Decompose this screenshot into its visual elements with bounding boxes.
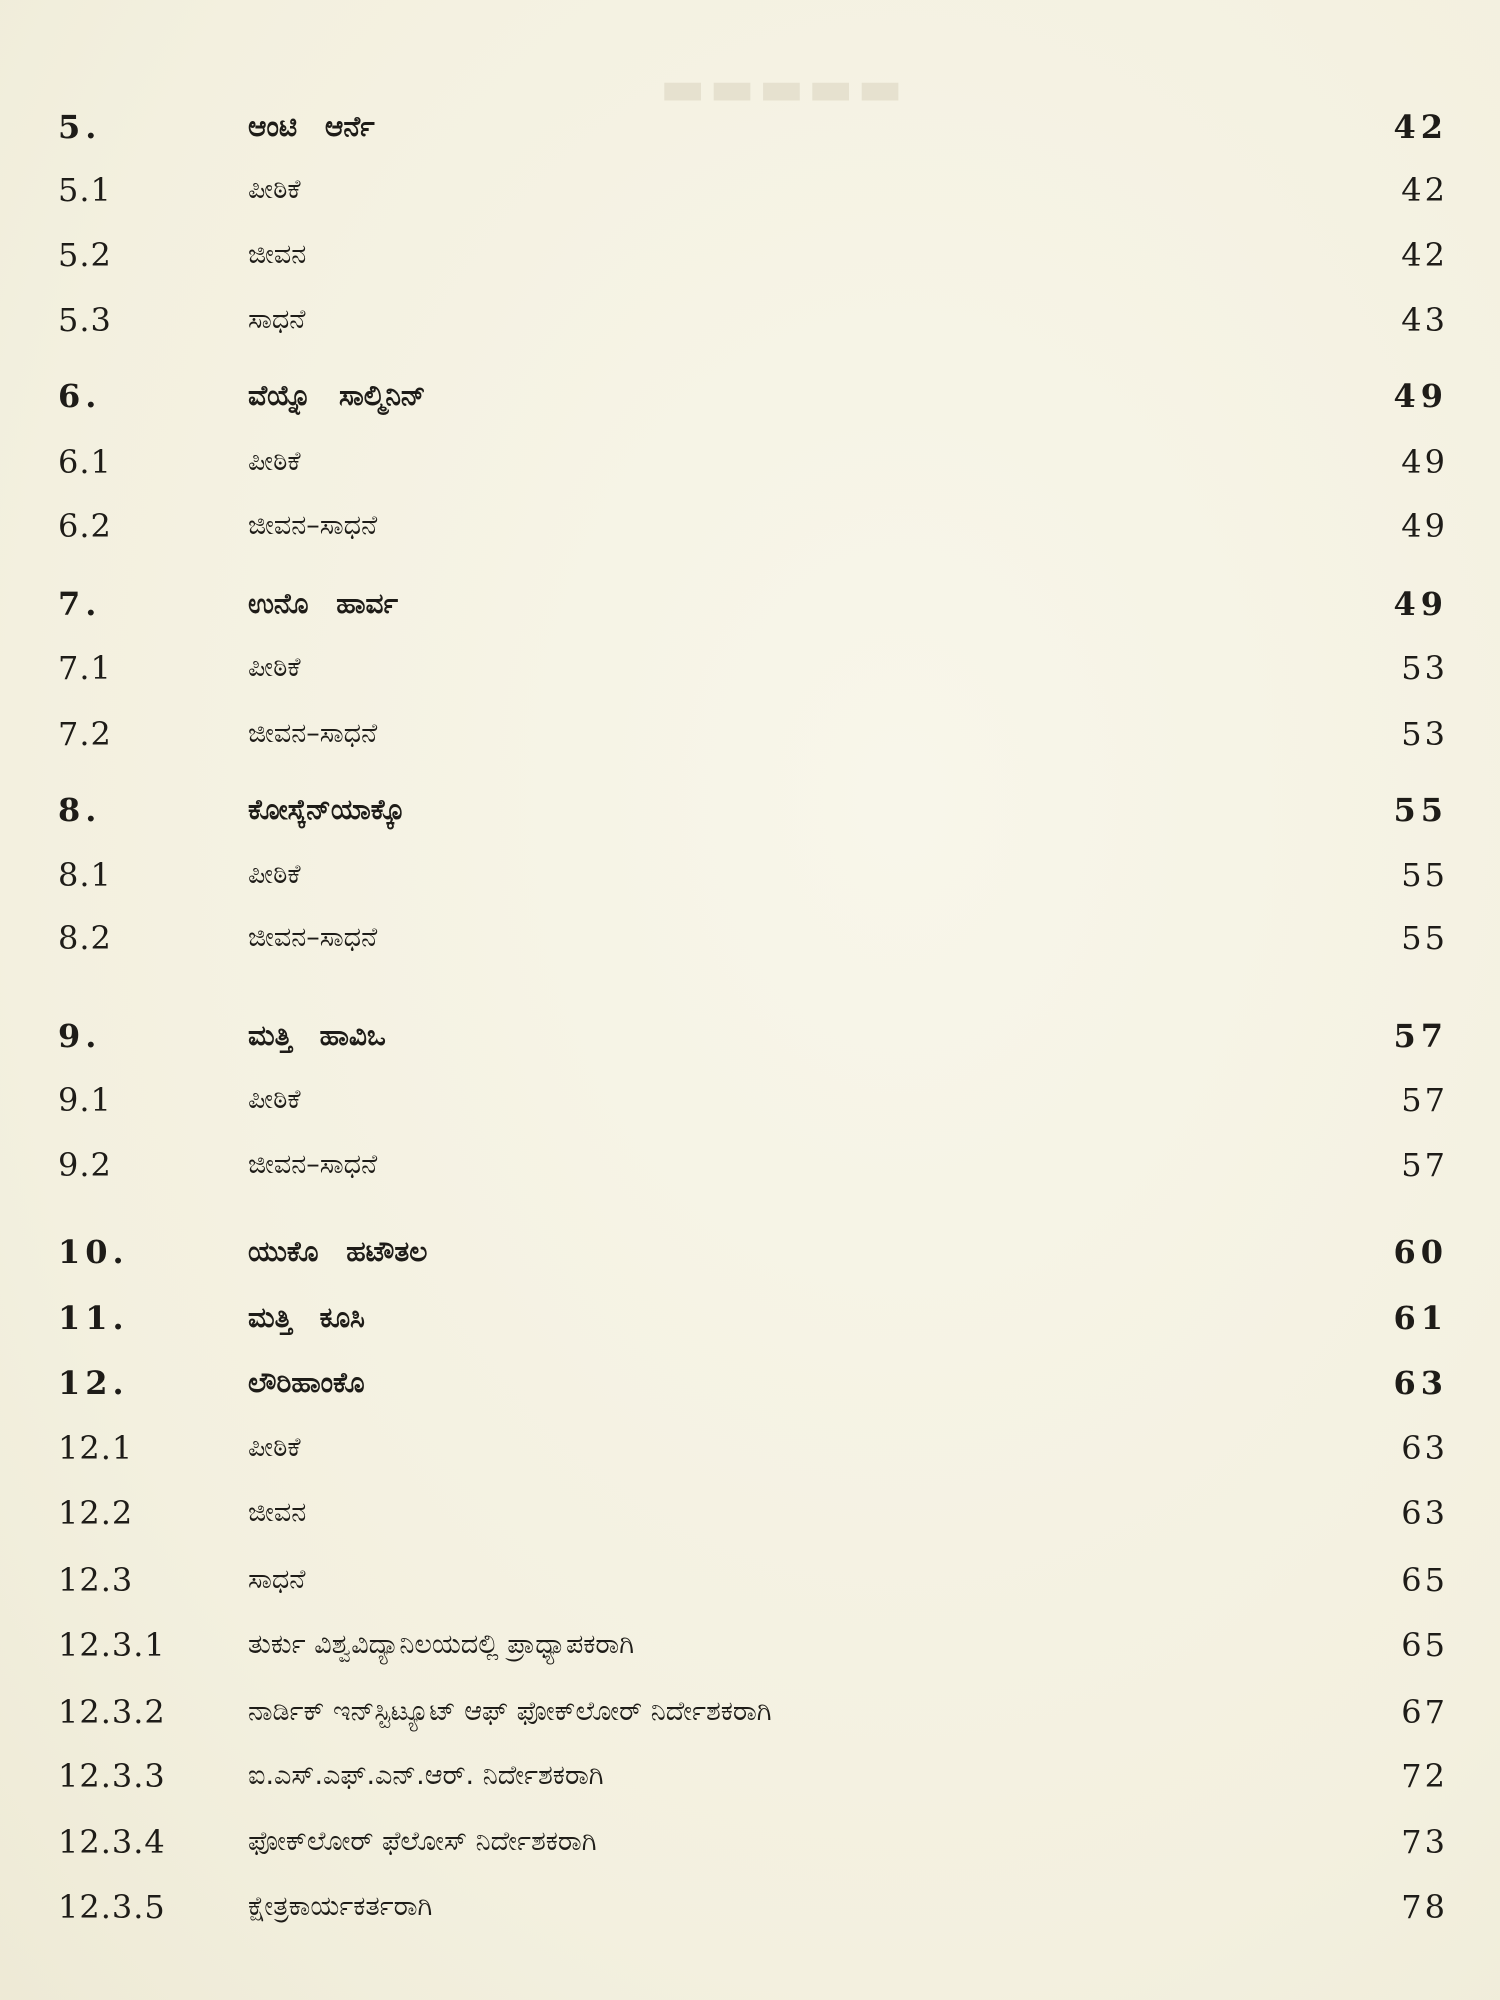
- toc-entry-title: ಪೀಠಿಕೆ: [248, 859, 301, 890]
- toc-entry-page: 53: [1401, 715, 1448, 753]
- toc-chapter-row: [0, 1006, 1500, 1066]
- toc-entry-page: 55: [1393, 791, 1448, 829]
- toc-chapter-row: [0, 1353, 1500, 1413]
- toc-chapter-row: [0, 1288, 1500, 1348]
- toc-entry-title: ಜೀವನ–ಸಾಧನೆ: [248, 718, 378, 749]
- toc-entry-number: 10.: [58, 1233, 129, 1271]
- toc-section-row: [0, 1418, 1500, 1478]
- toc-entry-number: 7.: [58, 585, 102, 623]
- toc-entry-title: ಜೀವನ–ಸಾಧನೆ: [248, 922, 378, 953]
- toc-entry-number: 6.: [58, 377, 102, 415]
- toc-entry-title: ಪೀಠಿಕೆ: [248, 1084, 301, 1115]
- toc-entry-title: ಉನೊ ಹಾರ್ವ: [248, 587, 398, 620]
- toc-entry-title: ಜೀವನ–ಸಾಧನೆ: [248, 510, 378, 541]
- toc-entry-number: 12.3: [58, 1561, 134, 1599]
- toc-entry-title: ಜೀವನ: [248, 1497, 307, 1528]
- toc-entry-title: ಫೋಕ್‌ಲೋರ್ ಫೆಲೋಸ್ ನಿರ್ದೇಶಕರಾಗಿ: [248, 1826, 597, 1857]
- toc-entry-title: ಜೀವನ–ಸಾಧನೆ: [248, 1149, 378, 1180]
- toc-entry-title: ನಾರ್ಡಿಕ್ ಇನ್‌ಸ್ಟಿಟ್ಯೂಟ್ ಆಫ್ ಫೋಕ್‌ಲೋರ್ ನಿರ್ದೇಶಕರಾಗಿ: [248, 1696, 772, 1727]
- toc-section-row: [0, 496, 1500, 556]
- toc-entry-page: 63: [1393, 1364, 1448, 1402]
- toc-entry-page: 63: [1401, 1494, 1448, 1532]
- toc-chapter-row: [0, 97, 1500, 157]
- toc-section-row: [0, 1070, 1500, 1130]
- toc-entry-page: 53: [1401, 649, 1448, 687]
- toc-entry-title: ಐ.ಎಸ್.ಎಫ್.ಎನ್.ಆರ್. ನಿರ್ದೇಶಕರಾಗಿ: [248, 1760, 604, 1791]
- toc-entry-title: ಸಾಧನೆ: [248, 1564, 306, 1595]
- toc-section-row: [0, 638, 1500, 698]
- toc-section-row: [0, 1483, 1500, 1543]
- toc-entry-number: 6.2: [58, 507, 112, 545]
- toc-section-row: [0, 432, 1500, 492]
- toc-entry-number: 11.: [58, 1299, 129, 1337]
- toc-entry-page: 57: [1401, 1146, 1448, 1184]
- toc-entry-page: 78: [1401, 1888, 1448, 1926]
- toc-entry-title: ಪೀಠಿಕೆ: [248, 174, 301, 205]
- toc-chapter-row: [0, 574, 1500, 634]
- toc-entry-number: 6.1: [58, 443, 112, 481]
- toc-entry-page: 72: [1401, 1757, 1448, 1795]
- toc-section-row: [0, 290, 1500, 350]
- bleed-through-heading: ▬▬▬▬▬: [660, 60, 907, 116]
- toc-chapter-row: [0, 780, 1500, 840]
- toc-entry-page: 42: [1401, 236, 1448, 274]
- toc-entry-title: ಮತ್ತಿ ಹಾವಿಒ: [248, 1019, 386, 1052]
- toc-entry-number: 5.2: [58, 236, 112, 274]
- toc-entry-title: ಆಂಟಿ ಆರ್ನೆ: [248, 110, 375, 143]
- toc-entry-number: 12.3.2: [58, 1693, 166, 1731]
- toc-entry-number: 5.: [58, 108, 102, 146]
- toc-entry-page: 42: [1393, 108, 1448, 146]
- toc-entry-title: ಯುಕೊ ಹಟೌತಲ: [248, 1235, 428, 1268]
- toc-section-row: [0, 845, 1500, 905]
- toc-entry-page: 67: [1401, 1693, 1448, 1731]
- toc-entry-title: ಪೀಠಿಕೆ: [248, 652, 301, 683]
- toc-section-row: [0, 1812, 1500, 1872]
- toc-entry-page: 49: [1393, 377, 1448, 415]
- toc-entry-number: 8.2: [58, 919, 112, 957]
- toc-entry-page: 43: [1401, 301, 1448, 339]
- toc-entry-title: ಸಾಧನೆ: [248, 304, 306, 335]
- toc-entry-number: 9.2: [58, 1146, 112, 1184]
- toc-entry-page: 63: [1401, 1429, 1448, 1467]
- toc-entry-page: 42: [1401, 171, 1448, 209]
- toc-entry-number: 12.2: [58, 1494, 134, 1532]
- toc-entry-number: 12.3.1: [58, 1626, 166, 1664]
- toc-entry-title: ಮತ್ತಿ ಕೂಸಿ: [248, 1301, 365, 1334]
- toc-entry-number: 12.3.3: [58, 1757, 166, 1795]
- toc-entry-title: ವೆಯ್ನೊ ಸಾಲ್ಮಿನಿನ್: [248, 379, 426, 412]
- toc-entry-number: 9.1: [58, 1081, 112, 1119]
- toc-entry-title: ಜೀವನ: [248, 239, 307, 270]
- toc-entry-number: 8.1: [58, 856, 112, 894]
- toc-chapter-row: [0, 1222, 1500, 1282]
- toc-entry-title: ಲೌರಿಹಾಂಕೊ: [248, 1366, 365, 1399]
- toc-entry-number: 12.1: [58, 1429, 134, 1467]
- toc-section-row: [0, 1550, 1500, 1610]
- toc-entry-page: 57: [1393, 1017, 1448, 1055]
- toc-section-row: [0, 1746, 1500, 1806]
- toc-entry-number: 9.: [58, 1017, 102, 1055]
- toc-entry-number: 12.3.5: [58, 1888, 166, 1926]
- toc-entry-title: ತುರ್ಕು ವಿಶ್ವವಿದ್ಯಾನಿಲಯದಲ್ಲಿ ಪ್ರಾಧ್ಯಾಪಕರಾಗಿ: [248, 1629, 634, 1660]
- toc-entry-number: 8.: [58, 791, 102, 829]
- toc-entry-title: ಪೀಠಿಕೆ: [248, 1432, 301, 1463]
- toc-entry-page: 60: [1393, 1233, 1448, 1271]
- toc-entry-page: 55: [1401, 919, 1448, 957]
- toc-entry-number: 7.2: [58, 715, 112, 753]
- toc-entry-page: 49: [1401, 507, 1448, 545]
- toc-entry-number: 5.3: [58, 301, 112, 339]
- toc-entry-page: 55: [1401, 856, 1448, 894]
- toc-entry-page: 61: [1393, 1299, 1448, 1337]
- toc-section-row: [0, 1135, 1500, 1195]
- toc-entry-page: 65: [1401, 1626, 1448, 1664]
- toc-entry-page: 65: [1401, 1561, 1448, 1599]
- toc-entry-number: 5.1: [58, 171, 112, 209]
- toc-entry-page: 49: [1401, 443, 1448, 481]
- toc-section-row: [0, 704, 1500, 764]
- toc-entry-number: 7.1: [58, 649, 112, 687]
- toc-section-row: [0, 1682, 1500, 1742]
- toc-chapter-row: [0, 366, 1500, 426]
- toc-entry-page: 73: [1401, 1823, 1448, 1861]
- toc-section-row: [0, 1877, 1500, 1937]
- toc-section-row: [0, 1615, 1500, 1675]
- toc-entry-title: ಪೀಠಿಕೆ: [248, 446, 301, 477]
- toc-entry-title: ಕ್ಷೇತ್ರಕಾರ್ಯಕರ್ತರಾಗಿ: [248, 1891, 433, 1922]
- toc-entry-title: ಕೋಸ್ಕೆನ್‌ಯಾಕ್ಕೊ: [248, 793, 406, 826]
- toc-entry-page: 57: [1401, 1081, 1448, 1119]
- toc-entry-page: 49: [1393, 585, 1448, 623]
- toc-section-row: [0, 908, 1500, 968]
- toc-entry-number: 12.3.4: [58, 1823, 166, 1861]
- toc-entry-number: 12.: [58, 1364, 129, 1402]
- toc-section-row: [0, 225, 1500, 285]
- toc-section-row: [0, 160, 1500, 220]
